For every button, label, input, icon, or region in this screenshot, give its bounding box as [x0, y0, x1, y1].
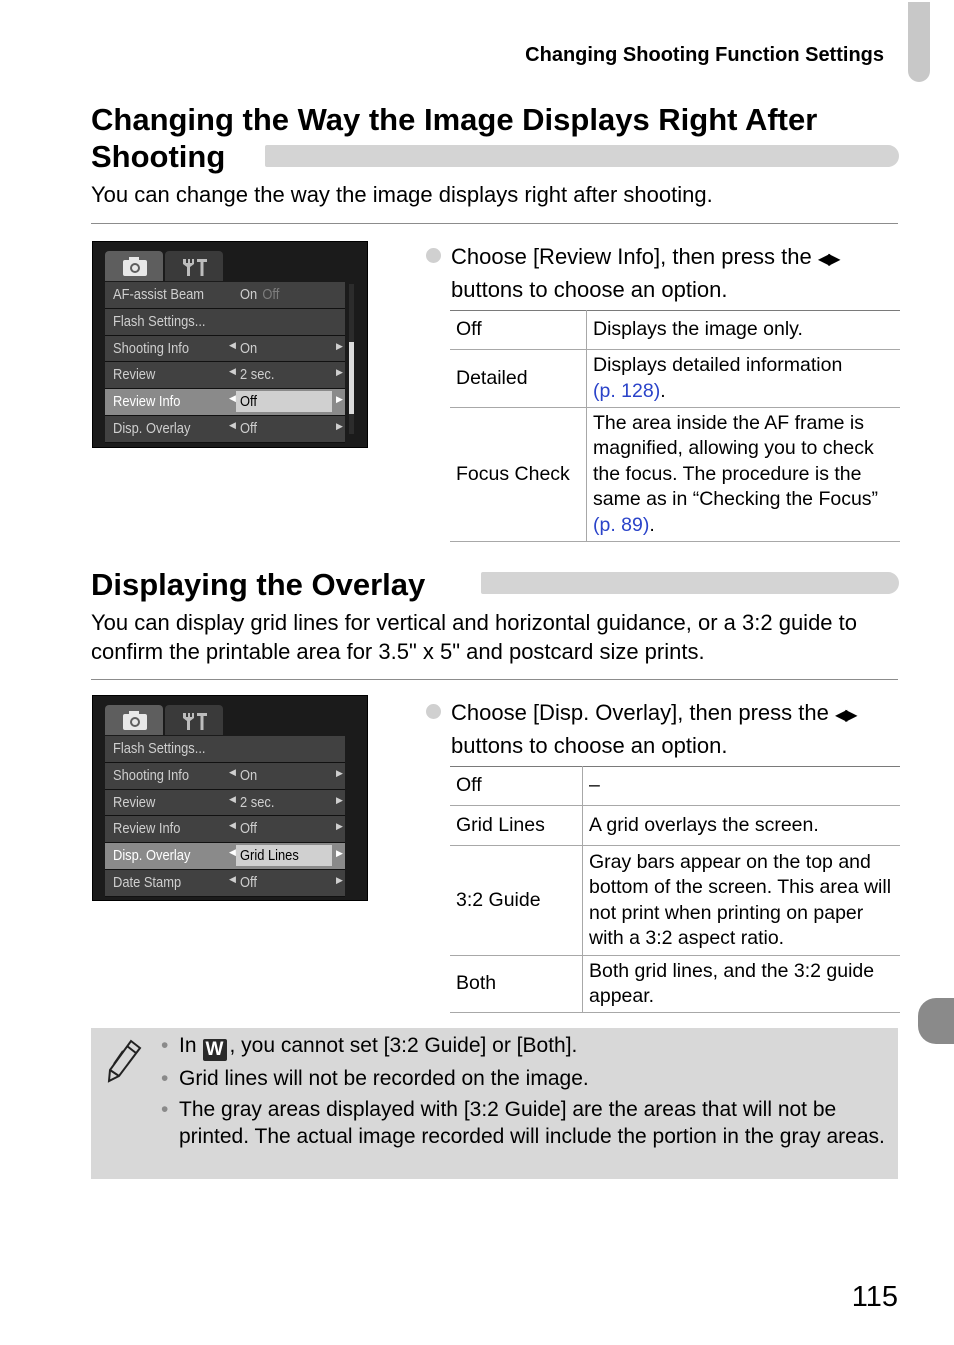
option-name: 3:2 Guide: [450, 846, 583, 956]
right-arrow-icon: ▶: [336, 394, 343, 405]
section1-intro: You can change the way the image displays right after shooting.: [91, 182, 713, 207]
option-row: [450, 767, 900, 806]
section1-rule: [91, 223, 898, 224]
camera-menu-row: [105, 763, 345, 790]
section2-title-bar: [481, 572, 899, 594]
camera-menu-label: Review: [113, 366, 156, 384]
page-number: 115: [851, 1281, 898, 1313]
camera-menu-label: Disp. Overlay: [113, 419, 191, 437]
right-arrow-icon: ▶: [336, 874, 343, 885]
camera-menu-label: AF-assist Beam: [113, 286, 205, 303]
camera-menu-row: [105, 362, 345, 389]
camera-scrollbar: [349, 738, 354, 888]
left-arrow-icon: ◀: [229, 793, 236, 804]
section1-options-table: [450, 310, 900, 542]
step-bullet-icon: [426, 704, 441, 719]
right-arrow-icon: ▶: [336, 340, 343, 351]
section2-step-text: Choose [Disp. Overlay], then press the: [451, 700, 829, 725]
section1-step-text: Choose [Review Info], then press the: [451, 244, 812, 269]
camera-menu-row: [105, 389, 345, 416]
section2-step-text2: buttons to choose an option.: [451, 733, 728, 758]
left-arrow-icon: ◀: [229, 873, 236, 884]
camera-menu-value: Off: [240, 393, 257, 411]
section1-step-text2: buttons to choose an option.: [451, 277, 728, 302]
camera-menu-label: Flash Settings...: [113, 312, 206, 330]
camera-tab-icon: [105, 705, 163, 735]
option-name: Both: [450, 956, 583, 1013]
camera-menu-row: [105, 336, 345, 363]
left-arrow-icon: ◀: [229, 366, 236, 377]
camera-menu-value: 2 sec.: [240, 366, 275, 384]
option-row: [450, 350, 900, 408]
right-arrow-icon: ▶: [336, 767, 343, 778]
option-row: [450, 311, 900, 350]
option-description: Gray bars appear on the top and bottom of the screen. This area will not print when printing on paper with a 3:2 aspect ratio.: [583, 846, 901, 956]
step-bullet-icon: [426, 248, 441, 263]
camera-menu-label: Review Info: [113, 393, 181, 411]
left-right-arrows-icon: ◀▶: [817, 251, 839, 268]
option-name: Off: [450, 311, 587, 350]
note-item: • In W , you cannot set [3:2 Guide] or [Both].: [161, 1034, 578, 1060]
camera-menu: [105, 736, 345, 897]
section2-options-table: [450, 766, 900, 1013]
camera-menu-value: On: [240, 339, 258, 357]
w-mode-icon: W: [203, 1039, 227, 1061]
camera-menu-row: [105, 736, 345, 763]
left-arrow-icon: ◀: [229, 393, 236, 404]
camera-menu-row: [105, 282, 345, 309]
camera-menu-label: Shooting Info: [113, 766, 190, 784]
option-description: A grid overlays the screen.: [583, 806, 901, 846]
right-arrow-icon: ▶: [336, 794, 343, 805]
camera-menu-label: Shooting Info: [113, 339, 190, 357]
pencil-icon: [105, 1038, 143, 1084]
section1-step: [426, 242, 896, 304]
page-reference-link[interactable]: (p. 128): [593, 379, 661, 402]
note-box: [91, 1028, 898, 1179]
option-description: Displays detailed information (p. 128).: [587, 350, 901, 408]
left-arrow-icon: ◀: [229, 766, 236, 777]
section2-step: [426, 698, 896, 760]
option-row: [450, 806, 900, 846]
option-row: [450, 956, 900, 1013]
right-arrow-icon: ▶: [336, 367, 343, 378]
camera-menu-row: [105, 816, 345, 843]
camera-menu-value: Grid Lines: [240, 847, 299, 865]
camera-menu-value: On Off: [240, 286, 280, 303]
left-arrow-icon: ◀: [229, 847, 236, 858]
right-arrow-icon: ▶: [336, 420, 343, 431]
camera-screen-review-info: [92, 241, 368, 448]
camera-menu-row: [105, 309, 345, 336]
camera-menu-row: [105, 870, 345, 897]
camera-menu-value: On: [240, 766, 258, 784]
left-right-arrows-icon: ◀▶: [834, 707, 856, 724]
right-arrow-icon: ▶: [336, 821, 343, 832]
note-item: • Grid lines will not be recorded on the image.: [161, 1067, 589, 1090]
tools-tab-icon: [165, 705, 223, 735]
section2-title: Displaying the Overlay: [91, 567, 426, 602]
option-name: Detailed: [450, 350, 587, 408]
option-name: Grid Lines: [450, 806, 583, 846]
option-name: Off: [450, 767, 583, 806]
camera-screen-disp-overlay: [92, 695, 368, 901]
camera-menu-value: Off: [240, 419, 257, 437]
camera-menu-row: [105, 843, 345, 870]
option-row: [450, 846, 900, 956]
note-item: • The gray areas displayed with [3:2 Guide] are the areas that will not be printed. The actual image recorded will include the portion in the gray areas.: [161, 1098, 885, 1148]
option-name: Focus Check: [450, 408, 587, 542]
note-list: [161, 1032, 889, 1154]
option-description: Both grid lines, and the 3:2 guide appear.: [583, 956, 901, 1013]
option-row: [450, 408, 900, 542]
left-arrow-icon: ◀: [229, 820, 236, 831]
camera-menu-label: Review: [113, 793, 156, 811]
section2-intro: You can display grid lines for vertical and horizontal guidance, or a 3:2 guide to confirm the printable area for 3.5" x 5" and postcard size prints.: [91, 610, 858, 664]
chapter-tab: [908, 2, 930, 82]
camera-menu-label: Review Info: [113, 820, 181, 838]
camera-menu-value: Off: [240, 873, 257, 891]
camera-menu-row: [105, 416, 345, 443]
left-arrow-icon: ◀: [229, 339, 236, 350]
option-description: Displays the image only.: [587, 311, 901, 350]
section2-rule: [91, 679, 898, 680]
section1-title: Changing the Way the Image Displays Right After Shooting: [91, 102, 818, 174]
camera-menu-row: [105, 790, 345, 817]
camera-scrollbar: [349, 284, 354, 434]
tools-tab-icon: [165, 251, 223, 281]
section1-title-bar: [265, 145, 899, 167]
option-description: The area inside the AF frame is magnified, allowing you to check the focus. The procedure is the same as in “Checking the Focus” (p. 89).: [587, 408, 901, 542]
camera-menu-label: Date Stamp: [113, 873, 182, 891]
page-reference-link[interactable]: (p. 89): [593, 513, 650, 536]
camera-menu-label: Disp. Overlay: [113, 847, 191, 865]
camera-menu-value: 2 sec.: [240, 793, 275, 811]
running-header: Changing Shooting Function Settings: [525, 44, 884, 66]
right-arrow-icon: ▶: [336, 848, 343, 859]
camera-tab-icon: [105, 251, 163, 281]
camera-menu-value: Off: [240, 820, 257, 838]
left-arrow-icon: ◀: [229, 419, 236, 430]
camera-menu: [105, 282, 345, 443]
camera-menu-label: Flash Settings...: [113, 740, 206, 757]
option-description: –: [583, 767, 901, 806]
chapter-marker-tab: [918, 998, 954, 1044]
